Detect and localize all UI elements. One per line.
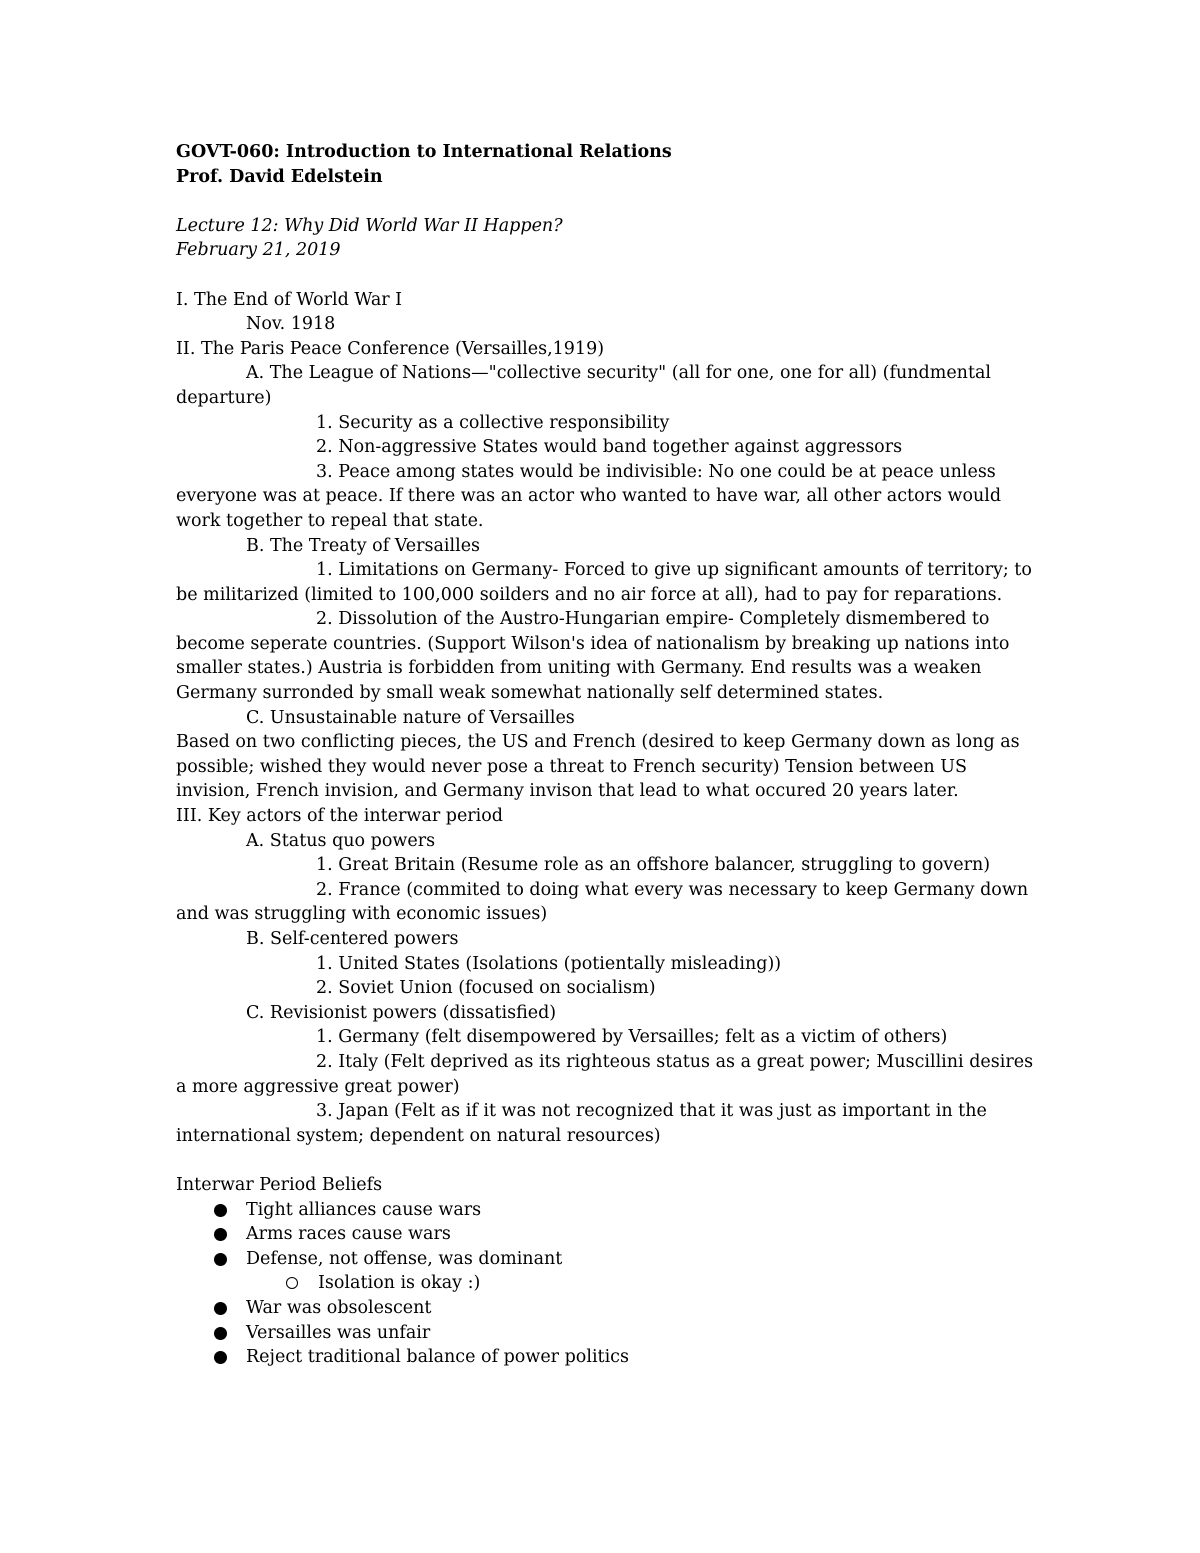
filled-bullet-icon	[214, 1351, 227, 1364]
course-title: GOVT-060: Introduction to International Relations	[176, 142, 672, 162]
section-3b-item-1: 1. United States (Isolations (potientally misleading))	[316, 953, 782, 974]
section-3a-item-1: 1. Great Britain (Resume role as an offshore balancer, struggling to govern)	[316, 855, 991, 876]
lecture-notes-document	[176, 140, 1036, 1370]
section-2c-heading: C. Unsustainable nature of Versailles	[246, 707, 575, 728]
belief-text: War was obsolescent	[246, 1297, 432, 1318]
section-3c-item-2: 2. Italy (Felt deprived as its righteous status as a great power; Muscillini desires a more aggressive great power)	[176, 1051, 1034, 1097]
section-2c-text: Based on two conflicting pieces, the US and French (desired to keep Germany down as long as possible; wished they would never pose a threat to French security) Tension between US invision, French invision, and Germany invison that lead to what occured 20 years later.	[176, 732, 1020, 802]
section-3c-item-3: 3. Japan (Felt as if it was not recognized that it was just as important in the international system; dependent on natural resources)	[176, 1101, 987, 1146]
belief-item	[176, 1198, 1036, 1223]
belief-text: Reject traditional balance of power politics	[246, 1347, 629, 1368]
belief-text: Tight alliances cause wars	[246, 1199, 482, 1220]
section-2b-item-2: 2. Dissolution of the Austro-Hungarian empire- Completely dismembered to become seperate countries. (Support Wilson's idea of nationalism by breaking up nations into smaller states.) Austria is forbidden from uniting with Germany. End results was a weaken Germany surronded by small weak somewhat nationally self determined states.	[176, 609, 1010, 704]
spacer	[176, 189, 1036, 214]
section-2a-league-of-nations: A. The League of Nations—"collective security" (all for one, one for all) (fundmental departure)	[176, 363, 992, 408]
section-3-heading: III. Key actors of the interwar period	[176, 806, 504, 827]
section-2a-item-1: 1. Security as a collective responsibility	[316, 412, 670, 433]
section-2b-treaty: B. The Treaty of Versailles	[246, 535, 481, 556]
hollow-bullet-icon	[286, 1277, 298, 1289]
spacer	[176, 263, 1036, 288]
belief-text: Versailles was unfair	[246, 1322, 431, 1343]
section-3c-item-1: 1. Germany (felt disempowered by Versailles; felt as a victim of others)	[316, 1027, 948, 1048]
belief-item	[176, 1296, 1036, 1321]
section-2a-item-2: 2. Non-aggressive States would band together against aggressors	[316, 437, 903, 458]
belief-item	[176, 1222, 1036, 1247]
lecture-title: Lecture 12: Why Did World War II Happen?	[176, 215, 563, 236]
belief-item	[176, 1321, 1036, 1346]
beliefs-heading: Interwar Period Beliefs	[176, 1174, 383, 1195]
section-2b-item-1: 1. Limitations on Germany- Forced to give up significant amounts of territory; to be militarized (limited to 100,000 soilders and no air force at all), had to pay for reparations.	[176, 560, 1032, 605]
section-2-heading: II. The Paris Peace Conference (Versailles,1919)	[176, 338, 605, 359]
section-3c-heading: C. Revisionist powers (dissatisfied)	[246, 1002, 557, 1023]
belief-item	[176, 1345, 1036, 1370]
belief-subitem-text: Isolation is okay :)	[318, 1273, 481, 1294]
filled-bullet-icon	[214, 1302, 227, 1315]
belief-subitem	[176, 1271, 1036, 1296]
filled-bullet-icon	[214, 1253, 227, 1266]
filled-bullet-icon	[214, 1327, 227, 1340]
professor-name: Prof. David Edelstein	[176, 166, 383, 187]
section-2a-item-3: 3. Peace among states would be indivisible: No one could be at peace unless everyone was at peace. If there was an actor who wanted to have war, all other actors would work together to repeal that state.	[176, 461, 1002, 531]
spacer	[176, 1148, 1036, 1173]
belief-item	[176, 1247, 1036, 1272]
filled-bullet-icon	[214, 1228, 227, 1241]
section-1-date: Nov. 1918	[246, 314, 336, 335]
belief-text: Arms races cause wars	[246, 1224, 451, 1245]
section-1-heading: I. The End of World War I	[176, 289, 403, 310]
section-3a-heading: A. Status quo powers	[246, 830, 436, 851]
lecture-date: February 21, 2019	[176, 240, 341, 261]
section-3a-item-2: 2. France (commited to doing what every was necessary to keep Germany down and was struggling with economic issues)	[176, 879, 1029, 925]
belief-text: Defense, not offense, was dominant	[246, 1248, 563, 1269]
filled-bullet-icon	[214, 1204, 227, 1217]
section-3b-heading: B. Self-centered powers	[246, 929, 459, 949]
section-3b-item-2: 2. Soviet Union (focused on socialism)	[316, 978, 656, 999]
